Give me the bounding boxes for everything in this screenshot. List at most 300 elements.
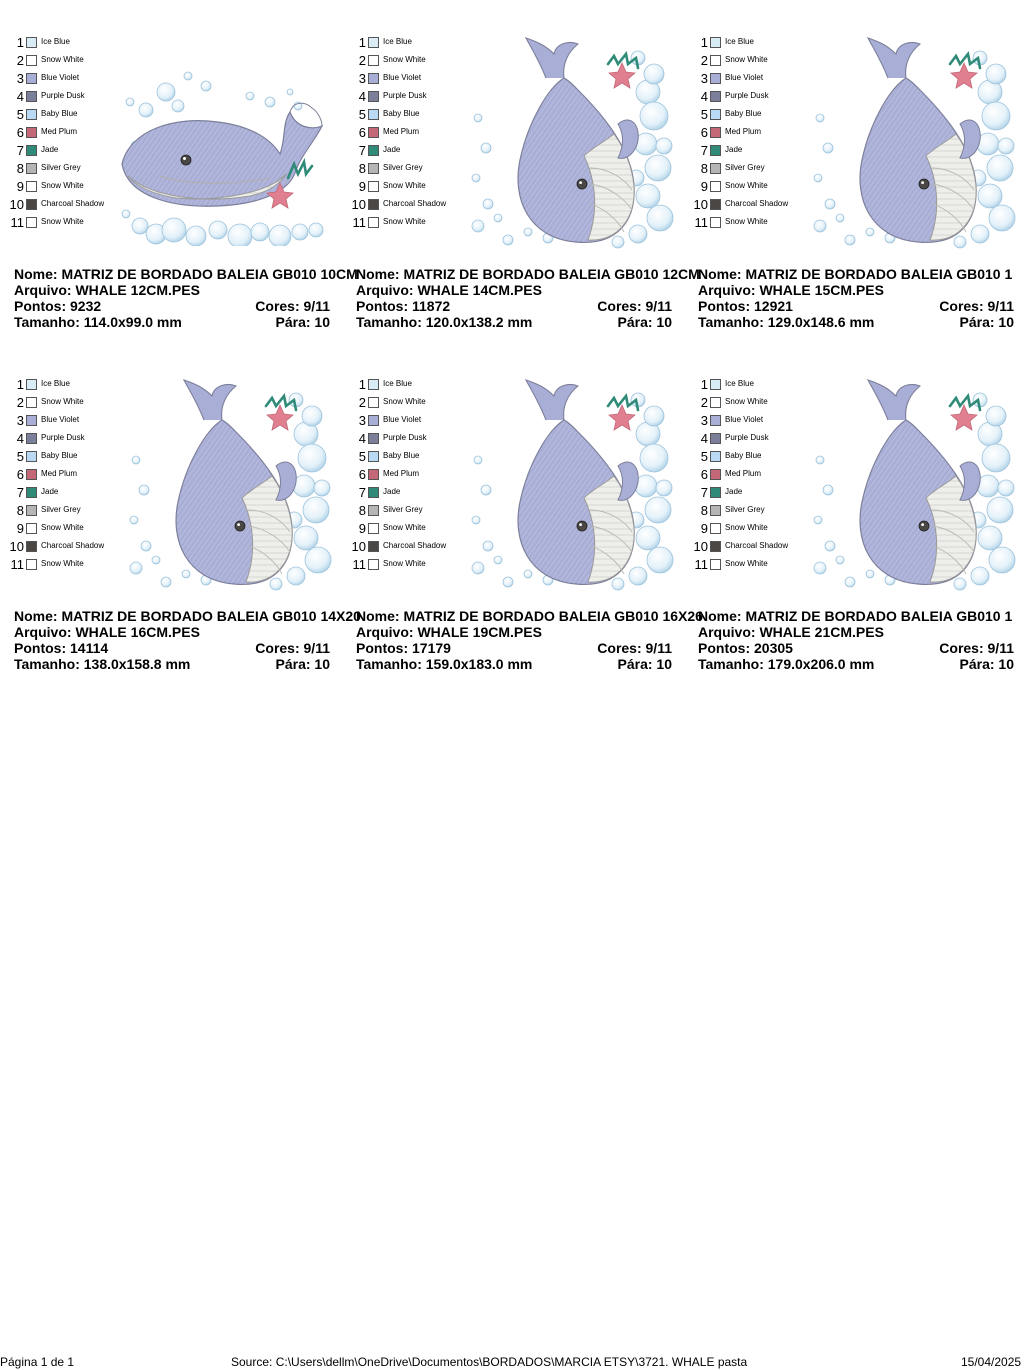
thread-name: Silver Grey	[383, 163, 423, 172]
thread-color-swatch	[368, 145, 379, 156]
stop-count: Pára: 10	[959, 656, 1014, 672]
thread-color-swatch	[710, 91, 721, 102]
thread-name: Med Plum	[383, 469, 420, 478]
thread-color-swatch	[26, 199, 37, 210]
design-name: Nome: MATRIZ DE BORDADO BALEIA GB010 1	[698, 608, 1013, 624]
thread-row	[0, 520, 120, 536]
thread-name: Charcoal Shadow	[725, 199, 789, 208]
thread-number: 3	[358, 70, 366, 86]
thread-number: 8	[16, 160, 24, 176]
whale-embroidery-image	[468, 370, 678, 596]
thread-row	[342, 106, 462, 122]
thread-name: Snow White	[725, 55, 768, 64]
thread-name: Purple Dusk	[41, 91, 85, 100]
thread-number: 2	[700, 52, 708, 68]
thread-row	[342, 538, 462, 554]
stop-count: Pára: 10	[617, 314, 672, 330]
thread-number: 9	[358, 520, 366, 536]
thread-number: 4	[16, 430, 24, 446]
thread-row	[684, 502, 804, 518]
thread-name: Charcoal Shadow	[41, 199, 105, 208]
thread-color-swatch	[368, 541, 379, 552]
thread-color-swatch	[26, 469, 37, 480]
thread-name: Purple Dusk	[41, 433, 85, 442]
thread-name: Med Plum	[383, 127, 420, 136]
thread-number: 5	[16, 448, 24, 464]
thread-name: Charcoal Shadow	[725, 541, 789, 550]
design-size-row	[356, 314, 672, 330]
thread-color-swatch	[710, 523, 721, 534]
thread-name: Purple Dusk	[383, 91, 427, 100]
thread-row	[684, 124, 804, 140]
thread-row	[342, 448, 462, 464]
stop-count: Pára: 10	[959, 314, 1014, 330]
thread-row	[684, 394, 804, 410]
thread-number: 3	[700, 412, 708, 428]
thread-name: Jade	[383, 487, 401, 496]
design-size: Tamanho: 120.0x138.2 mm	[356, 314, 533, 330]
thread-name: Baby Blue	[41, 451, 78, 460]
thread-color-swatch	[26, 379, 37, 390]
thread-name: Purple Dusk	[725, 433, 769, 442]
thread-color-swatch	[368, 109, 379, 120]
thread-name: Snow White	[725, 523, 768, 532]
thread-number: 10	[693, 196, 708, 212]
design-size: Tamanho: 159.0x183.0 mm	[356, 656, 533, 672]
thread-row	[0, 412, 120, 428]
thread-row	[684, 448, 804, 464]
thread-number: 6	[358, 466, 366, 482]
stitch-count: Pontos: 12921	[698, 298, 793, 314]
thread-color-swatch	[368, 37, 379, 48]
thread-color-swatch	[26, 73, 37, 84]
thread-row	[0, 556, 120, 572]
design-card	[0, 8, 358, 330]
thread-name: Baby Blue	[383, 451, 420, 460]
thread-color-swatch	[368, 451, 379, 462]
thread-number: 10	[9, 196, 24, 212]
thread-row	[342, 196, 462, 212]
thread-number: 10	[9, 538, 24, 554]
thread-name: Jade	[41, 145, 59, 154]
thread-color-swatch	[368, 73, 379, 84]
color-count: Cores: 9/11	[597, 298, 672, 314]
thread-color-swatch	[710, 145, 721, 156]
thread-row	[342, 34, 462, 50]
thread-color-swatch	[710, 199, 721, 210]
thread-number: 7	[358, 484, 366, 500]
file-name: Arquivo: WHALE 15CM.PES	[698, 282, 884, 298]
thread-row	[0, 466, 120, 482]
thread-color-swatch	[368, 559, 379, 570]
thread-color-swatch	[710, 541, 721, 552]
design-card	[0, 350, 361, 672]
thread-color-swatch	[710, 73, 721, 84]
thread-color-swatch	[26, 181, 37, 192]
thread-color-swatch	[710, 163, 721, 174]
thread-row	[684, 34, 804, 50]
thread-color-swatch	[710, 505, 721, 516]
thread-number: 6	[700, 124, 708, 140]
thread-row	[342, 394, 462, 410]
thread-number: 4	[16, 88, 24, 104]
color-count: Cores: 9/11	[597, 640, 672, 656]
thread-row	[342, 70, 462, 86]
thread-color-swatch	[368, 55, 379, 66]
thread-row	[342, 520, 462, 536]
design-name: Nome: MATRIZ DE BORDADO BALEIA GB010 10CM	[14, 266, 358, 282]
file-name: Arquivo: WHALE 12CM.PES	[14, 282, 200, 298]
thread-row	[342, 178, 462, 194]
color-count: Cores: 9/11	[939, 640, 1014, 656]
thread-row	[0, 448, 120, 464]
thread-name: Charcoal Shadow	[41, 541, 105, 550]
thread-number: 5	[700, 106, 708, 122]
thread-name: Silver Grey	[383, 505, 423, 514]
thread-number: 11	[352, 214, 366, 230]
thread-name: Med Plum	[41, 469, 78, 478]
thread-row	[684, 52, 804, 68]
file-name: Arquivo: WHALE 16CM.PES	[14, 624, 200, 640]
thread-name: Blue Violet	[41, 73, 80, 82]
design-size: Tamanho: 179.0x206.0 mm	[698, 656, 875, 672]
thread-color-swatch	[26, 109, 37, 120]
thread-color-swatch	[26, 217, 37, 228]
thread-name: Silver Grey	[725, 163, 765, 172]
thread-row	[342, 214, 462, 230]
file-name: Arquivo: WHALE 14CM.PES	[356, 282, 542, 298]
thread-color-swatch	[26, 559, 37, 570]
thread-number: 11	[694, 556, 708, 572]
design-card	[342, 350, 703, 672]
thread-number: 10	[351, 196, 366, 212]
thread-color-swatch	[710, 55, 721, 66]
design-file	[14, 624, 330, 640]
design-name: Nome: MATRIZ DE BORDADO BALEIA GB010 14X20	[14, 608, 361, 624]
thread-name: Baby Blue	[725, 109, 762, 118]
thread-row	[342, 466, 462, 482]
stitch-count: Pontos: 14114	[14, 640, 109, 656]
thread-number: 11	[10, 556, 24, 572]
thread-number: 2	[358, 52, 366, 68]
design-file	[698, 282, 1014, 298]
design-file	[698, 624, 1014, 640]
design-stats-row	[698, 298, 1014, 314]
thread-number: 2	[700, 394, 708, 410]
thread-number: 1	[358, 376, 366, 392]
thread-name: Jade	[725, 145, 743, 154]
thread-name: Med Plum	[725, 469, 762, 478]
thread-number: 7	[700, 142, 708, 158]
thread-name: Med Plum	[41, 127, 78, 136]
thread-number: 5	[358, 448, 366, 464]
thread-number: 7	[16, 484, 24, 500]
thread-color-swatch	[368, 397, 379, 408]
thread-color-swatch	[710, 559, 721, 570]
thread-name: Snow White	[383, 217, 426, 226]
thread-color-swatch	[710, 217, 721, 228]
thread-number: 8	[358, 502, 366, 518]
design-size-row	[14, 314, 330, 330]
thread-row	[684, 520, 804, 536]
thread-name: Jade	[41, 487, 59, 496]
thread-number: 8	[700, 160, 708, 176]
thread-number: 6	[358, 124, 366, 140]
thread-color-swatch	[710, 487, 721, 498]
whale-embroidery-image	[126, 370, 336, 596]
thread-row	[684, 430, 804, 446]
thread-color-swatch	[710, 451, 721, 462]
thread-number: 2	[16, 52, 24, 68]
design-size-row	[698, 314, 1014, 330]
thread-name: Baby Blue	[725, 451, 762, 460]
thread-row	[684, 70, 804, 86]
stitch-count: Pontos: 20305	[698, 640, 793, 656]
thread-color-swatch	[368, 505, 379, 516]
thread-row	[684, 88, 804, 104]
thread-name: Ice Blue	[41, 379, 70, 388]
thread-name: Ice Blue	[41, 37, 70, 46]
thread-number: 6	[16, 124, 24, 140]
thread-color-swatch	[26, 541, 37, 552]
thread-name: Ice Blue	[725, 379, 754, 388]
thread-name: Blue Violet	[725, 415, 764, 424]
thread-number: 11	[694, 214, 708, 230]
thread-color-swatch	[710, 433, 721, 444]
thread-row	[0, 538, 120, 554]
thread-name: Snow White	[383, 523, 426, 532]
design-file	[356, 624, 672, 640]
thread-row	[342, 502, 462, 518]
thread-row	[684, 412, 804, 428]
thread-number: 2	[358, 394, 366, 410]
thread-number: 3	[16, 70, 24, 86]
thread-color-swatch	[368, 487, 379, 498]
thread-name: Ice Blue	[725, 37, 754, 46]
thread-number: 6	[16, 466, 24, 482]
thread-name: Med Plum	[725, 127, 762, 136]
thread-color-swatch	[26, 145, 37, 156]
file-name: Arquivo: WHALE 21CM.PES	[698, 624, 884, 640]
thread-name: Snow White	[725, 181, 768, 190]
thread-number: 4	[700, 88, 708, 104]
thread-number: 7	[16, 142, 24, 158]
thread-row	[342, 88, 462, 104]
print-date: 15/04/2025	[961, 1355, 1022, 1369]
thread-row	[684, 142, 804, 158]
thread-name: Snow White	[41, 559, 84, 568]
thread-number: 2	[16, 394, 24, 410]
thread-name: Ice Blue	[383, 379, 412, 388]
whale-embroidery-image	[468, 28, 678, 254]
thread-row	[342, 124, 462, 140]
source-path: Source: C:\Users\dellm\OneDrive\Documentos\BORDADOS\MARCIA ETSY\3721. WHALE pasta	[231, 1355, 748, 1369]
thread-row	[684, 538, 804, 554]
thread-color-swatch	[710, 109, 721, 120]
design-size-row	[356, 656, 672, 672]
thread-name: Jade	[383, 145, 401, 154]
thread-row	[0, 502, 120, 518]
thread-row	[342, 160, 462, 176]
thread-row	[0, 430, 120, 446]
thread-number: 5	[16, 106, 24, 122]
design-card	[342, 8, 700, 330]
thread-number: 5	[358, 106, 366, 122]
thread-color-swatch	[710, 181, 721, 192]
thread-name: Purple Dusk	[725, 91, 769, 100]
thread-row	[684, 484, 804, 500]
design-name: Nome: MATRIZ DE BORDADO BALEIA GB010 16X26	[356, 608, 703, 624]
thread-number: 10	[693, 538, 708, 554]
thread-name: Blue Violet	[383, 415, 422, 424]
thread-name: Blue Violet	[41, 415, 80, 424]
page-number: Página 1 de 1	[0, 1355, 75, 1369]
thread-number: 8	[358, 160, 366, 176]
design-size-row	[14, 656, 330, 672]
thread-name: Snow White	[725, 217, 768, 226]
thread-number: 1	[700, 376, 708, 392]
thread-color-swatch	[26, 505, 37, 516]
thread-number: 10	[351, 538, 366, 554]
design-size-row	[698, 656, 1014, 672]
thread-row	[684, 160, 804, 176]
thread-number: 11	[352, 556, 366, 572]
thread-number: 8	[16, 502, 24, 518]
thread-number: 9	[700, 178, 708, 194]
thread-name: Charcoal Shadow	[383, 199, 447, 208]
thread-number: 9	[700, 520, 708, 536]
stop-count: Pára: 10	[275, 656, 330, 672]
whale-embroidery-image	[810, 28, 1020, 254]
thread-color-swatch	[26, 487, 37, 498]
thread-number: 3	[16, 412, 24, 428]
thread-name: Snow White	[725, 397, 768, 406]
thread-name: Snow White	[41, 181, 84, 190]
thread-name: Snow White	[41, 397, 84, 406]
thread-row	[684, 466, 804, 482]
thread-color-swatch	[368, 415, 379, 426]
thread-number: 4	[358, 88, 366, 104]
design-file	[356, 282, 672, 298]
thread-color-swatch	[368, 433, 379, 444]
thread-row	[684, 196, 804, 212]
thread-row	[684, 214, 804, 230]
thread-name: Snow White	[383, 559, 426, 568]
thread-name: Snow White	[383, 181, 426, 190]
thread-name: Snow White	[725, 559, 768, 568]
thread-row	[342, 484, 462, 500]
design-name: Nome: MATRIZ DE BORDADO BALEIA GB010 1	[698, 266, 1013, 282]
thread-name: Jade	[725, 487, 743, 496]
thread-row	[342, 52, 462, 68]
stop-count: Pára: 10	[275, 314, 330, 330]
thread-color-swatch	[710, 469, 721, 480]
thread-color-swatch	[26, 451, 37, 462]
thread-row	[0, 484, 120, 500]
thread-number: 7	[700, 484, 708, 500]
thread-name: Silver Grey	[41, 163, 81, 172]
thread-number: 4	[358, 430, 366, 446]
thread-number: 8	[700, 502, 708, 518]
thread-row	[342, 412, 462, 428]
file-name: Arquivo: WHALE 19CM.PES	[356, 624, 542, 640]
whale-embroidery-image	[100, 46, 330, 246]
stitch-count: Pontos: 17179	[356, 640, 451, 656]
thread-color-swatch	[26, 523, 37, 534]
thread-color-swatch	[368, 91, 379, 102]
stitch-count: Pontos: 11872	[356, 298, 451, 314]
thread-color-swatch	[26, 55, 37, 66]
thread-color-swatch	[710, 415, 721, 426]
thread-number: 4	[700, 430, 708, 446]
thread-color-swatch	[26, 433, 37, 444]
design-file	[14, 282, 330, 298]
thread-number: 3	[358, 412, 366, 428]
design-stats-row	[14, 640, 330, 656]
thread-name: Blue Violet	[383, 73, 422, 82]
design-size: Tamanho: 129.0x148.6 mm	[698, 314, 875, 330]
stitch-count: Pontos: 9232	[14, 298, 102, 314]
thread-color-swatch	[710, 37, 721, 48]
thread-name: Baby Blue	[41, 109, 78, 118]
thread-name: Charcoal Shadow	[383, 541, 447, 550]
thread-color-swatch	[26, 163, 37, 174]
design-size: Tamanho: 114.0x99.0 mm	[14, 314, 182, 330]
thread-row	[684, 106, 804, 122]
thread-number: 3	[700, 70, 708, 86]
design-size: Tamanho: 138.0x158.8 mm	[14, 656, 191, 672]
thread-number: 9	[16, 178, 24, 194]
thread-number: 1	[16, 34, 24, 50]
thread-color-swatch	[368, 181, 379, 192]
thread-name: Snow White	[41, 55, 84, 64]
thread-name: Purple Dusk	[383, 433, 427, 442]
thread-color-swatch	[26, 127, 37, 138]
thread-row	[0, 376, 120, 392]
thread-color-swatch	[368, 127, 379, 138]
thread-row	[0, 394, 120, 410]
thread-color-swatch	[26, 415, 37, 426]
thread-name: Blue Violet	[725, 73, 764, 82]
thread-number: 6	[700, 466, 708, 482]
thread-color-swatch	[368, 199, 379, 210]
thread-color-swatch	[368, 217, 379, 228]
thread-name: Snow White	[383, 397, 426, 406]
thread-color-swatch	[26, 397, 37, 408]
design-stats-row	[14, 298, 330, 314]
thread-row	[342, 376, 462, 392]
thread-color-swatch	[710, 127, 721, 138]
thread-row	[684, 376, 804, 392]
thread-number: 9	[16, 520, 24, 536]
thread-name: Ice Blue	[383, 37, 412, 46]
thread-name: Snow White	[383, 55, 426, 64]
design-stats-row	[698, 640, 1014, 656]
thread-color-swatch	[368, 469, 379, 480]
thread-number: 1	[358, 34, 366, 50]
thread-color-swatch	[368, 523, 379, 534]
thread-row	[342, 430, 462, 446]
thread-number: 1	[16, 376, 24, 392]
thread-color-swatch	[710, 379, 721, 390]
thread-name: Silver Grey	[725, 505, 765, 514]
thread-row	[342, 142, 462, 158]
design-card	[684, 350, 1024, 670]
thread-color-swatch	[26, 91, 37, 102]
stop-count: Pára: 10	[617, 656, 672, 672]
thread-row	[684, 178, 804, 194]
thread-name: Baby Blue	[383, 109, 420, 118]
